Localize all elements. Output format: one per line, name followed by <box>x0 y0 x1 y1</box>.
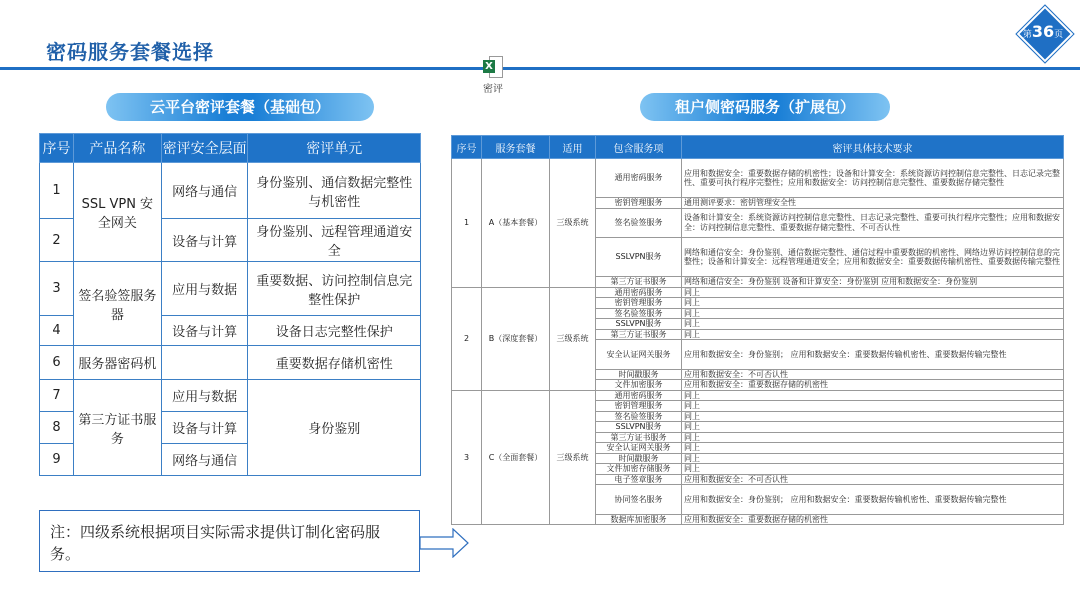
service-requirement: 同上 <box>682 287 1064 298</box>
note-box: 注：四级系统根据项目实际需求提供订制化密码服务。 <box>39 510 420 572</box>
header-product: 产品名称 <box>73 134 161 163</box>
header-layer: 密评安全层面 <box>161 134 248 163</box>
service-requirement: 同上 <box>682 401 1064 412</box>
service-item: 安全认证网关服务 <box>596 443 682 454</box>
service-requirement: 应用和数据安全：重要数据存储的机密性；设备和计算安全：系统资源访问控制信息完整性、日志记录完整性、重要可执行程序完整性；应用和数据安全：访问控制信息完整性、重要数据存储完整性 <box>682 159 1064 198</box>
product-name: SSL VPN 安全网关 <box>73 163 161 262</box>
table-row <box>40 163 421 219</box>
group-level: 三级系统 <box>550 287 596 390</box>
extension-package-pill: 租户侧密码服务（扩展包） <box>640 93 890 121</box>
service-requirement: 同上 <box>682 298 1064 309</box>
row-no: 2 <box>40 219 74 262</box>
security-layer: 设备与计算 <box>161 316 248 346</box>
service-item: SSLVPN服务 <box>596 422 682 433</box>
service-requirement: 同上 <box>682 319 1064 330</box>
service-item: 通用密码服务 <box>596 159 682 198</box>
row-no: 8 <box>40 412 74 444</box>
service-item: 密钥管理服务 <box>596 298 682 309</box>
row-no: 1 <box>40 163 74 219</box>
table-row <box>40 380 421 412</box>
service-item: 签名验签服务 <box>596 411 682 422</box>
eval-unit: 身份鉴别 <box>248 380 421 476</box>
service-item: 第三方证书服务 <box>596 277 682 288</box>
group-level: 三级系统 <box>550 390 596 525</box>
table-row <box>452 390 1064 401</box>
row-no: 7 <box>40 380 74 412</box>
basic-package-table <box>39 133 421 476</box>
row-no: 6 <box>40 346 74 380</box>
service-item: 通用密码服务 <box>596 390 682 401</box>
eval-unit: 重要数据、访问控制信息完整性保护 <box>248 262 421 316</box>
service-item: 文件加密服务 <box>596 380 682 391</box>
page-title: 密码服务套餐选择 <box>46 40 214 64</box>
basic-package-pill: 云平台密评套餐（基础包） <box>106 93 374 121</box>
table-header-row <box>452 136 1064 159</box>
security-layer: 应用与数据 <box>161 380 248 412</box>
service-item: 第三方证书服务 <box>596 432 682 443</box>
service-item: 签名验签服务 <box>596 308 682 319</box>
service-requirement: 同上 <box>682 464 1064 475</box>
service-requirement: 网络和通信安全：身份鉴别 设备和计算安全：身份鉴别 应用和数据安全：身份鉴别 <box>682 277 1064 288</box>
service-requirement: 应用和数据安全：身份鉴别； 应用和数据安全：重要数据传输机密性、重要数据传输完整性 <box>682 485 1064 515</box>
excel-attachment[interactable] <box>480 56 506 95</box>
service-item: 时间戳服务 <box>596 453 682 464</box>
header-package: 服务套餐 <box>482 136 550 159</box>
page-number-badge <box>1019 8 1067 56</box>
service-item: 密钥管理服务 <box>596 401 682 412</box>
service-requirement: 应用和数据安全：重要数据存储的机密性 <box>682 514 1064 525</box>
product-name: 服务器密码机 <box>73 346 161 380</box>
row-no: 4 <box>40 316 74 346</box>
service-item: 数据库加密服务 <box>596 514 682 525</box>
service-item: 通用密码服务 <box>596 287 682 298</box>
row-no: 9 <box>40 444 74 476</box>
group-level: 三级系统 <box>550 159 596 288</box>
product-name: 第三方证书服务 <box>73 380 161 476</box>
service-item: 时间戳服务 <box>596 369 682 380</box>
service-requirement: 设备和计算安全：系统资源访问控制信息完整性、日志记录完整性、重要可执行程序完整性；应用和数据安全：访问控制信息完整性、重要数据存储完整性、不可否认性 <box>682 208 1064 238</box>
table-row <box>40 346 421 380</box>
group-package: B（深度套餐） <box>482 287 550 390</box>
table-row <box>40 262 421 316</box>
arrow-right-icon <box>420 528 470 558</box>
service-requirement: 应用和数据安全：重要数据存储的机密性 <box>682 380 1064 391</box>
service-requirement: 同上 <box>682 329 1064 340</box>
header-unit: 密评单元 <box>248 134 421 163</box>
service-requirement: 同上 <box>682 422 1064 433</box>
security-layer <box>161 346 248 380</box>
excel-file-icon[interactable]: X <box>483 56 503 78</box>
service-requirement: 应用和数据安全：不可否认性 <box>682 474 1064 485</box>
eval-unit: 身份鉴别、通信数据完整性与机密性 <box>248 163 421 219</box>
service-requirement: 通用测评要求：密钥管理安全性 <box>682 198 1064 209</box>
header-services: 包含服务项 <box>596 136 682 159</box>
security-layer: 设备与计算 <box>161 412 248 444</box>
service-item: 第三方证书服务 <box>596 329 682 340</box>
service-item: 电子签章服务 <box>596 474 682 485</box>
service-requirement: 同上 <box>682 390 1064 401</box>
service-item: 文件加密存储服务 <box>596 464 682 475</box>
security-layer: 设备与计算 <box>161 219 248 262</box>
header-applicable: 适用 <box>550 136 596 159</box>
title-underline <box>0 67 1080 70</box>
group-no: 3 <box>452 390 482 525</box>
service-item: 协同签名服务 <box>596 485 682 515</box>
service-requirement: 网络和通信安全：身份鉴别、通信数据完整性、通信过程中重要数据的机密性、网络边界访问控制信息的完整性；设备和计算安全：远程管理通道安全；应用和数据安全：重要数据传输机密性、重要数据传输完整性 <box>682 238 1064 277</box>
group-package: A（基本套餐） <box>482 159 550 288</box>
table-row <box>452 287 1064 298</box>
header-no: 序号 <box>452 136 482 159</box>
service-requirement: 同上 <box>682 308 1064 319</box>
service-requirement: 同上 <box>682 411 1064 422</box>
eval-unit: 身份鉴别、远程管理通道安全 <box>248 219 421 262</box>
group-no: 2 <box>452 287 482 390</box>
service-requirement: 同上 <box>682 432 1064 443</box>
page-number: 36 <box>1031 22 1055 41</box>
service-item: SSLVPN服务 <box>596 238 682 277</box>
service-item: SSLVPN服务 <box>596 319 682 330</box>
security-layer: 应用与数据 <box>161 262 248 316</box>
service-item: 安全认证网关服务 <box>596 340 682 370</box>
security-layer: 网络与通信 <box>161 163 248 219</box>
service-item: 密钥管理服务 <box>596 198 682 209</box>
security-layer: 网络与通信 <box>161 444 248 476</box>
group-no: 1 <box>452 159 482 288</box>
extension-package-table <box>451 135 1064 525</box>
product-name: 签名验签服务器 <box>73 262 161 346</box>
service-requirement: 应用和数据安全：不可否认性 <box>682 369 1064 380</box>
header-no: 序号 <box>40 134 74 163</box>
table-header-row <box>40 134 421 163</box>
eval-unit: 重要数据存储机密性 <box>248 346 421 380</box>
row-no: 3 <box>40 262 74 316</box>
eval-unit: 设备日志完整性保护 <box>248 316 421 346</box>
page-number-text: 第36页 <box>1022 22 1064 41</box>
table-row <box>452 159 1064 198</box>
service-item: 签名验签服务 <box>596 208 682 238</box>
service-requirement: 同上 <box>682 453 1064 464</box>
service-requirement: 同上 <box>682 443 1064 454</box>
group-package: C（全面套餐） <box>482 390 550 525</box>
header-requirements: 密评具体技术要求 <box>682 136 1064 159</box>
attachment-label: 密评 <box>483 84 503 95</box>
service-requirement: 应用和数据安全：身份鉴别； 应用和数据安全：重要数据传输机密性、重要数据传输完整性 <box>682 340 1064 370</box>
